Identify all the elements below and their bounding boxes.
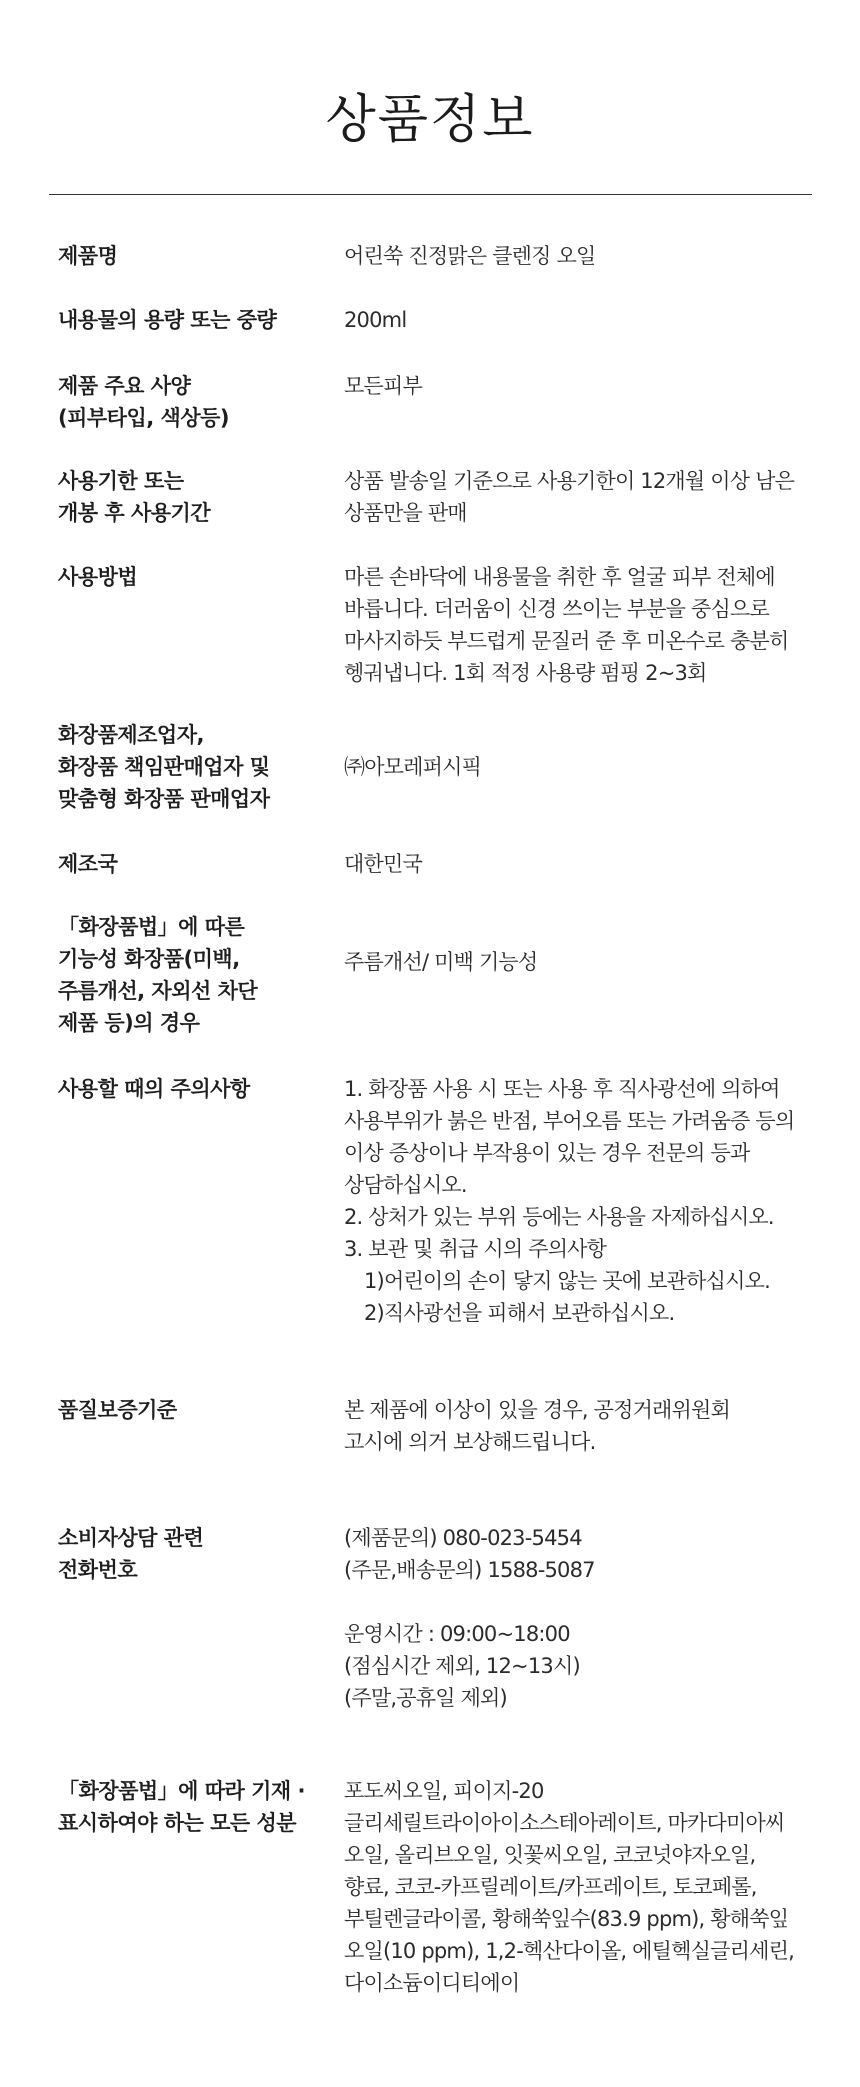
row-label: 소비자상담 관련 전화번호 bbox=[58, 1526, 204, 1582]
row-label: 사용방법 bbox=[58, 565, 138, 589]
row-label: 화장품제조업자, 화장품 책임판매업자 및 맞춤형 화장품 판매업자 bbox=[58, 723, 270, 811]
row-label: 「화장품법」에 따른 기능성 화장품(미백, 주름개선, 자외선 차단 제품 등)의 경우 bbox=[58, 915, 258, 1035]
precaution-line: 이상 증상이나 부작용이 있는 경우 전문의 등과 bbox=[344, 1141, 750, 1165]
precaution-line: 상담하십시오. bbox=[344, 1173, 467, 1197]
row-label: 제품명 bbox=[58, 244, 118, 268]
precaution-line: 2. 상처가 있는 부위 등에는 사용을 자제하십시오. bbox=[344, 1205, 774, 1229]
row-label: 제품 주요 사양 (피부타입, 색상등) bbox=[58, 374, 229, 430]
precaution-line: 1)어린이의 손이 닿지 않는 곳에 보관하십시오. bbox=[364, 1269, 770, 1293]
row-value: 상품 발송일 기준으로 사용기한이 12개월 이상 남은 상품만을 판매 bbox=[344, 469, 795, 525]
row-value: (제품문의) 080-023-5454 (주문,배송문의) 1588-5087 운영시간 : 09:00~18:00 (점심시간 제외, 12~13시) (주말,공휴일 제외) bbox=[344, 1526, 595, 1710]
row-value bbox=[344, 1073, 814, 1329]
precaution-line: 사용부위가 붉은 반점, 부어오름 또는 가려움증 등의 bbox=[344, 1109, 795, 1133]
row-label: 제조국 bbox=[58, 852, 118, 876]
row-label: 사용기한 또는 개봉 후 사용기간 bbox=[58, 469, 211, 525]
row-value: 마른 손바닥에 내용물을 취한 후 얼굴 피부 전체에 바릅니다. 더러움이 신경 쓰이는 부분을 중심으로 마사지하듯 부드럽게 문질러 준 후 미온수로 충분히 헹궈냅니다. 1회 적정 사용량 펌핑 2~3회 bbox=[344, 565, 789, 685]
precaution-line: 2)직사광선을 피해서 보관하십시오. bbox=[364, 1301, 675, 1325]
title-divider bbox=[49, 194, 812, 195]
row-label: 사용할 때의 주의사항 bbox=[58, 1077, 250, 1101]
row-value: ㈜아모레퍼시픽 bbox=[344, 755, 482, 779]
row-label: 내용물의 용량 또는 중량 bbox=[58, 308, 277, 332]
row-value: 본 제품에 이상이 있을 경우, 공정거래위원회 고시에 의거 보상해드립니다. bbox=[344, 1398, 730, 1454]
row-label: 품질보증기준 bbox=[58, 1398, 177, 1422]
precaution-line: 3. 보관 및 취급 시의 주의사항 bbox=[344, 1237, 607, 1261]
row-value: 어린쑥 진정맑은 클렌징 오일 bbox=[344, 244, 596, 268]
precaution-line: 1. 화장품 사용 시 또는 사용 후 직사광선에 의하여 bbox=[344, 1077, 780, 1101]
row-value: 주름개선/ 미백 기능성 bbox=[344, 950, 538, 974]
row-value: 200ml bbox=[344, 308, 407, 332]
row-value: 대한민국 bbox=[344, 852, 422, 876]
row-value: 포도씨오일, 피이지-20 글리세릴트라이아이소스테아레이트, 마카다미아씨 오일, 올리브오일, 잇꽃씨오일, 코코넛야자오일, 향료, 코코-카프릴레이트/카프레이트, 토코페롤, 부틸렌글라이콜, 황해쑥잎수(83.9 ppm), 황해쑥잎 오일(10 ppm), 1,2-헥산다이올, 에틸헥실글리세린, 다이소듐이디티에이 bbox=[344, 1779, 794, 1995]
page-title: 상품정보 bbox=[325, 90, 535, 150]
row-value: 모든피부 bbox=[344, 374, 422, 398]
row-label: 「화장품법」에 따라 기재 · 표시하여야 하는 모든 성분 bbox=[58, 1779, 305, 1835]
